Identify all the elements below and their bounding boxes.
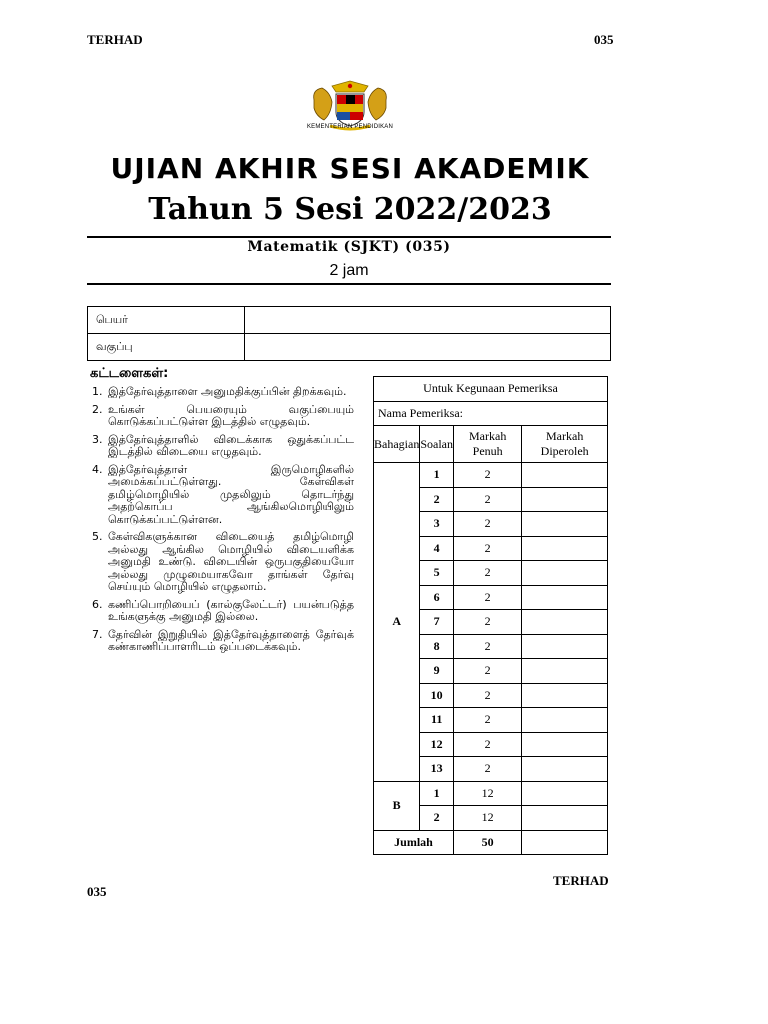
exam-subtitle: Tahun 5 Sesi 2022/2023 bbox=[148, 192, 552, 227]
question-number: 2 bbox=[420, 806, 454, 831]
instruction-item bbox=[92, 531, 354, 594]
instruction-number: 2. bbox=[92, 402, 103, 416]
question-number: 5 bbox=[420, 561, 454, 586]
examiner-name-label[interactable]: Nama Pemeriksa: bbox=[374, 401, 608, 426]
obtained-marks-cell[interactable] bbox=[522, 806, 608, 831]
question-number: 13 bbox=[420, 757, 454, 782]
ministry-crest-icon bbox=[300, 80, 400, 140]
instruction-item bbox=[92, 599, 354, 624]
obtained-marks-cell[interactable] bbox=[522, 561, 608, 586]
name-field[interactable] bbox=[245, 307, 611, 334]
table-row bbox=[374, 781, 608, 806]
subject-label: Matematik (SJKT) (035) bbox=[247, 239, 451, 255]
instruction-text: உங்கள் பெயரையும் வகுப்பையும் கொடுக்கப்பட்டுள்ள இடத்தில் எழுதவும். bbox=[108, 402, 354, 428]
name-row bbox=[88, 307, 611, 334]
instruction-number: 4. bbox=[92, 462, 103, 476]
question-number: 12 bbox=[420, 732, 454, 757]
obtained-marks-cell[interactable] bbox=[522, 463, 608, 488]
instruction-item bbox=[92, 464, 354, 527]
duration-label: 2 jam bbox=[329, 262, 369, 279]
section-a-label: A bbox=[374, 463, 420, 782]
full-marks: 2 bbox=[454, 708, 522, 733]
obtained-marks-cell[interactable] bbox=[522, 634, 608, 659]
instruction-number: 3. bbox=[92, 432, 103, 446]
instruction-text: இத்தேர்வுத்தாள் இருமொழிகளில் அமைக்கப்பட்டுள்ளது. கேள்விகள் தமிழ்மொழியில் முதலிலும் தொடர்ந்து அதற்கொப்ப ஆங்கிலமொழியிலும் கொடுக்கப்பட்டுள்ளன. bbox=[108, 462, 354, 526]
instruction-text: தேர்வின் இறுதியில் இத்தேர்வுத்தாளைத் தேர்வுக் கண்காணிப்பாளரிடம் ஒப்படைக்கவும். bbox=[108, 627, 354, 653]
full-marks: 2 bbox=[454, 659, 522, 684]
obtained-marks-cell[interactable] bbox=[522, 659, 608, 684]
obtained-marks-cell[interactable] bbox=[522, 610, 608, 635]
full-marks: 2 bbox=[454, 463, 522, 488]
instructions-list bbox=[92, 386, 354, 659]
instruction-number: 6. bbox=[92, 597, 103, 611]
divider-bottom bbox=[87, 283, 611, 285]
examiner-name-row bbox=[374, 401, 608, 426]
obtained-marks-cell[interactable] bbox=[522, 732, 608, 757]
col-full-marks-header: Markah Penuh bbox=[454, 426, 522, 463]
instruction-text: கணிப்பொறியைப் (கால்குலேட்டர்) பயன்படுத்த உங்களுக்கு அனுமதி இல்லை. bbox=[108, 597, 354, 623]
question-number: 4 bbox=[420, 536, 454, 561]
header-code: 035 bbox=[594, 32, 614, 47]
question-number: 1 bbox=[420, 781, 454, 806]
crest-caption: KEMENTERIAN PENDIDIKAN bbox=[306, 124, 394, 130]
table-title-row bbox=[374, 377, 608, 402]
obtained-marks-cell[interactable] bbox=[522, 536, 608, 561]
exam-title: UJIAN AKHIR SESI AKADEMIK bbox=[110, 152, 590, 185]
instruction-text: இத்தேர்வுத்தாளில் விடைக்காக ஒதுக்கப்பட்ட இடத்தில் விடையை எழுதவும். bbox=[108, 432, 354, 458]
total-full-marks: 50 bbox=[454, 830, 522, 855]
class-label: வகுப்பு bbox=[88, 334, 245, 361]
table-title: Untuk Kegunaan Pemeriksa bbox=[374, 377, 608, 402]
instruction-number: 5. bbox=[92, 530, 103, 543]
class-row bbox=[88, 334, 611, 361]
table-row bbox=[374, 463, 608, 488]
header-classification: TERHAD bbox=[87, 32, 143, 47]
footer-classification: TERHAD bbox=[553, 873, 609, 888]
obtained-marks-cell[interactable] bbox=[522, 757, 608, 782]
full-marks: 2 bbox=[454, 757, 522, 782]
col-question-header: Soalan bbox=[420, 426, 454, 463]
obtained-marks-cell[interactable] bbox=[522, 683, 608, 708]
full-marks: 2 bbox=[454, 610, 522, 635]
obtained-marks-cell[interactable] bbox=[522, 487, 608, 512]
class-field[interactable] bbox=[245, 334, 611, 361]
instruction-number: 7. bbox=[92, 627, 103, 641]
section-b-label: B bbox=[374, 781, 420, 830]
instruction-text: இத்தேர்வுத்தாளை அனுமதிக்குப்பின் திறக்கவும். bbox=[108, 385, 347, 398]
instruction-item bbox=[92, 386, 354, 399]
question-number: 10 bbox=[420, 683, 454, 708]
obtained-marks-cell[interactable] bbox=[522, 781, 608, 806]
candidate-info-table bbox=[87, 306, 611, 361]
full-marks: 2 bbox=[454, 487, 522, 512]
full-marks: 2 bbox=[454, 536, 522, 561]
full-marks: 2 bbox=[454, 585, 522, 610]
total-label: Jumlah bbox=[374, 830, 454, 855]
footer-code: 035 bbox=[87, 884, 107, 899]
question-number: 2 bbox=[420, 487, 454, 512]
question-number: 7 bbox=[420, 610, 454, 635]
instruction-item bbox=[92, 404, 354, 429]
name-label: பெயர் bbox=[88, 307, 245, 334]
instruction-number: 1. bbox=[92, 385, 103, 398]
full-marks: 2 bbox=[454, 683, 522, 708]
full-marks: 2 bbox=[454, 634, 522, 659]
full-marks: 2 bbox=[454, 732, 522, 757]
col-section-header: Bahagian bbox=[374, 426, 420, 463]
question-number: 9 bbox=[420, 659, 454, 684]
full-marks: 12 bbox=[454, 806, 522, 831]
total-obtained-cell[interactable] bbox=[522, 830, 608, 855]
instruction-text: கேள்விகளுக்கான விடையைத் தமிழ்மொழி அல்லது ஆங்கில மொழியில் விடையளிக்க அனுமதி உண்டு. விடையின் ஒருபகுதியையோ அல்லது முழுமையாகவோ தாங்கள் தேர்வு செய்யும் மொழியில் எழுதலாம். bbox=[108, 530, 354, 593]
table-header-row bbox=[374, 426, 608, 463]
question-number: 8 bbox=[420, 634, 454, 659]
full-marks: 2 bbox=[454, 561, 522, 586]
question-number: 3 bbox=[420, 512, 454, 537]
instruction-item bbox=[92, 629, 354, 654]
obtained-marks-cell[interactable] bbox=[522, 512, 608, 537]
obtained-marks-cell[interactable] bbox=[522, 585, 608, 610]
examiner-table bbox=[373, 376, 608, 855]
full-marks: 2 bbox=[454, 512, 522, 537]
obtained-marks-cell[interactable] bbox=[522, 708, 608, 733]
full-marks: 12 bbox=[454, 781, 522, 806]
instruction-item bbox=[92, 434, 354, 459]
col-obtained-marks-header: Markah Diperoleh bbox=[522, 426, 608, 463]
instructions-title: கட்டளைகள்: bbox=[90, 366, 169, 381]
total-row bbox=[374, 830, 608, 855]
question-number: 6 bbox=[420, 585, 454, 610]
question-number: 1 bbox=[420, 463, 454, 488]
divider-top bbox=[87, 236, 611, 238]
question-number: 11 bbox=[420, 708, 454, 733]
